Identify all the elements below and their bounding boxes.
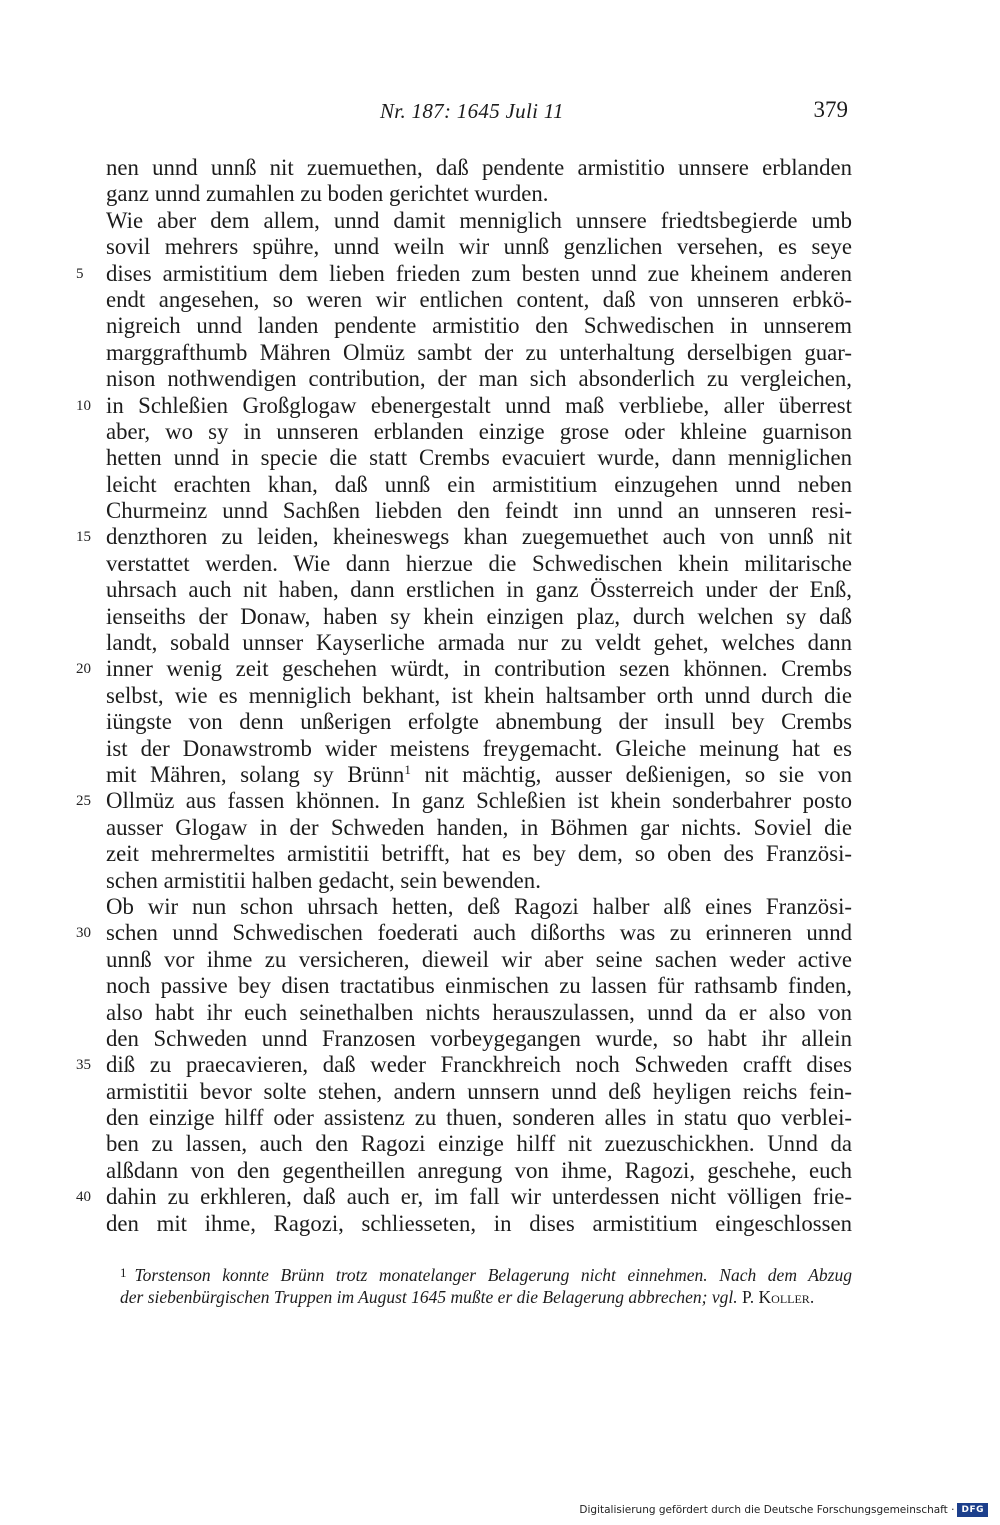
text-line [106,894,852,920]
text-line [106,841,852,867]
line-text: landt, sobald unnser Kayserliche armada nur zu veldt gehet, welches dann [106,630,852,656]
text-line [106,1158,852,1184]
line-text: also habt ihr euch seinethalben nichts herauszulassen, unnd da er also von [106,999,852,1025]
line-text: sovil mehrers spühre, unnd weiln wir unnß genzlichen versehen, es seye [106,234,852,260]
line-number: 30 [76,925,91,942]
line-text: verstattet werden. Wie dann hierzue die Schwedischen khein militarische [106,550,852,576]
text-line [106,445,852,471]
line-number: 25 [76,793,91,810]
text-line [106,1105,852,1131]
text-line [106,709,852,735]
text-line [106,604,852,630]
scan-credit [579,1503,988,1517]
line-text: schen armistitii halben gedacht, sein bewenden. [106,867,541,893]
text-line [106,234,852,260]
line-text: diß zu praecavieren, daß weder Franckhreich noch Schweden crafft dises [106,1052,852,1078]
text-line [106,577,852,603]
text-line [106,815,852,841]
dfg-logo-icon: DFG [957,1503,988,1517]
line-number: 20 [76,661,91,678]
footnote-line [120,1286,852,1308]
line-text: ben zu lassen, auch den Ragozi einzige hilff nit zuezuschickhen. Unnd da [106,1131,852,1157]
text-line [106,366,852,392]
line-text: nigreich unnd landen pendente armistitio den Schwedischen in unnserem [106,313,852,339]
text-line [76,920,852,946]
text-line [106,1131,852,1157]
text-line [106,498,852,524]
line-text: mit Mähren, solang sy Brünn [106,761,405,787]
main-text [76,155,852,1237]
line-text: armistitii bevor solte stehen, andern unnsern unnd deß heyligen reichs fein- [106,1078,852,1104]
line-text: ist der Donawstromb wider meistens freygemacht. Gleiche meinung hat es [106,735,852,761]
footnote-author-initial: P. [741,1287,755,1307]
text-line [106,1000,852,1026]
line-text: aber, wo sy in unnseren erblanden einzige grose oder khleine guarnison [106,418,852,444]
text-line [106,551,852,577]
line-text: nen unnd unnß nit zuemuethen, daß pendente armistitio unnsere erblanden [106,155,852,180]
line-text: iüngste von denn unßerigen erfolgte abnembung der insull bey Crembs [106,709,852,735]
text-line [106,683,852,709]
text-line [106,868,852,894]
text-line [106,181,852,207]
line-text: marggrafthumb Mähren Olmüz sambt der zu unterhaltung derselbigen guar- [106,339,852,365]
text-line [106,762,852,788]
line-text: dahin zu erkhleren, daß auch er, im fall wir unterdessen nicht völligen frie- [106,1184,852,1210]
text-line [76,1052,852,1078]
text-line [106,155,852,181]
text-line [76,524,852,550]
line-number: 15 [76,529,91,546]
text-line [106,973,852,999]
running-head: Nr. 187: 1645 Juli 11 [380,99,564,123]
text-line [106,1026,852,1052]
line-number: 5 [76,265,84,282]
line-text: ienseiths der Donaw, haben sy khein einzigen plaz, durch welchen sy daß [106,603,852,629]
line-text: Ob wir nun schon uhrsach hetten, deß Ragozi halber alß eines Französi- [106,893,852,919]
line-text: Ollmüz aus fassen khönnen. In ganz Schleßien ist khein sonderbahrer posto [106,788,852,814]
line-text: nison nothwendigen contribution, der man sich absonderlich zu vergleichen, [106,366,852,392]
text-line [76,260,852,287]
text-line [106,947,852,973]
line-text: schen unnd Schwedischen foederati auch dißorths was zu erinneren unnd [106,920,852,946]
scan-credit-text: Digitalisierung gefördert durch die Deutsche Forschungsgemeinschaft · [579,1504,955,1516]
line-text: den Schweden unnd Franzosen vorbeygegangen wurde, so habt ihr allein [106,1025,852,1051]
text-line [106,630,852,656]
line-text: endt angesehen, so weren wir entlichen content, daß von unnseren erbkö- [106,286,852,312]
text-line [106,340,852,366]
line-text: zeit mehrermeltes armistitii betrifft, hat es bey dem, so oben des Französi- [106,841,852,867]
text-line [106,1079,852,1105]
line-text: Wie aber dem allem, unnd damit menniglich unnsere friedtsbegierde umb [106,207,852,233]
text-line [76,656,852,682]
line-text: denzthoren zu leiden, kheineswegs khan zuegemuethet auch von unnß nit [106,524,852,550]
footnote-line [120,1262,852,1286]
text-line [106,208,852,234]
line-text: noch passive bey disen tractatibus einmischen zu lassen für rathsamb finden, [106,973,852,999]
line-text: dises armistitium dem lieben frieden zum besten unnd zue kheinem anderen [106,260,852,286]
text-line [76,392,852,419]
text-line [106,313,852,339]
footnote-mark: 1 [120,1265,127,1280]
footnote-author-name: Koller. [758,1287,815,1307]
footnote-reference[interactable]: 1 [404,761,411,777]
line-text: nit mächtig, ausser deßienigen, so sie von [410,761,852,787]
line-text: ganz unnd zumahlen zu boden gerichtet wurden. [106,181,549,207]
text-line [76,788,852,814]
line-text: hetten unnd in specie die statt Crembs evacuiert wurde, dann menniglichen [106,445,852,471]
text-line [106,287,852,313]
line-number: 10 [76,397,91,414]
line-text: den einzige hilff oder assistenz zu thuen, sonderen alles in statu quo verblei- [106,1105,852,1131]
line-text: alßdann von den gegentheillen anregung von ihme, Ragozi, geschehe, euch [106,1157,852,1183]
line-text: in Schleßien Großglogaw ebenergestalt unnd maß verbliebe, aller überrest [106,392,852,418]
line-text: den mit ihme, Ragozi, schliesseten, in dises armistitium eingeschlossen [106,1210,852,1236]
line-number: 35 [76,1057,91,1074]
line-text: selbst, wie es menniglich bekhant, ist khein haltsamber orth unnd durch die [106,682,852,708]
line-text: unnß vor ihme zu versicheren, dieweil wir aber seine sachen weder active [106,946,852,972]
footnote-text: der siebenbürgischen Truppen im August 1645 mußte er die Belagerung abbrechen; vgl. [120,1287,738,1307]
line-text: inner wenig zeit geschehen würdt, in contribution sezen khönnen. Crembs [106,656,852,682]
line-text: Churmeinz unnd Sachßen liebden den feindt inn unnd an unnseren resi- [106,498,852,524]
text-line [106,736,852,762]
footnote-text: Torstenson konnte Brünn trotz monatelanger Belagerung nicht einnehmen. Nach dem Abzug [134,1265,852,1285]
text-line [106,1211,852,1237]
text-line [76,1184,852,1210]
text-line [106,419,852,445]
line-text: leicht erachten khan, daß unnß ein armistitium einzugehen unnd neben [106,471,852,497]
line-text: ausser Glogaw in der Schweden handen, in Böhmen gar nichts. Soviel die [106,814,852,840]
line-text: uhrsach auch nit haben, dann erstlichen in ganz Össterreich under der Enß, [106,577,852,603]
page-number: 379 [813,97,848,122]
line-number: 40 [76,1189,91,1206]
footnote [120,1262,852,1308]
text-line [106,472,852,498]
